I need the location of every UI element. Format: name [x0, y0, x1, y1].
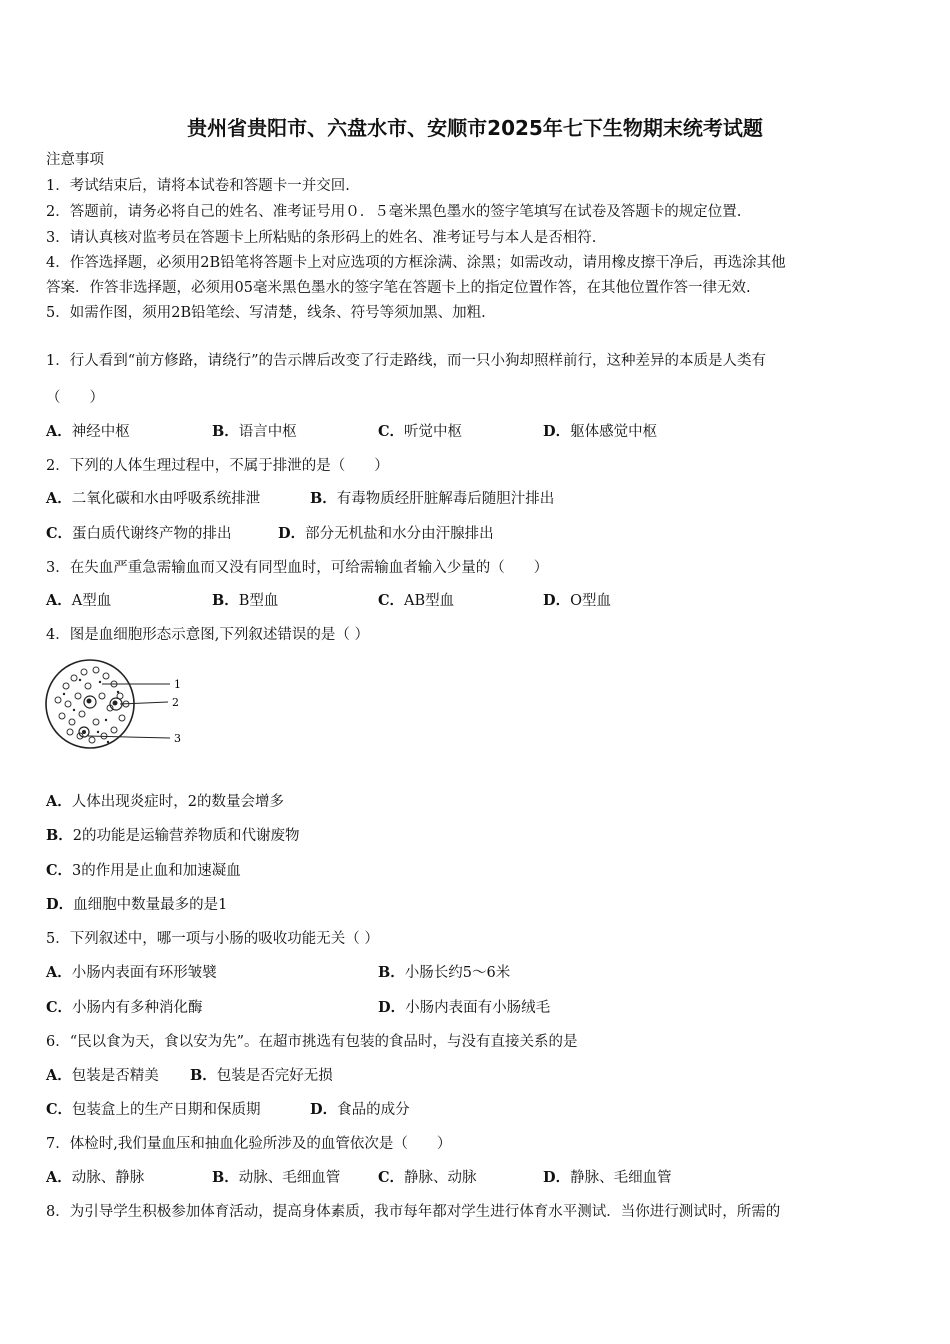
option: A．二氧化碳和水由呼吸系统排泄	[46, 490, 261, 507]
option: B．2的功能是运输营养物质和代谢废物	[46, 827, 300, 844]
option: C．听觉中枢	[378, 423, 463, 440]
option: B．小肠长约5～6米	[378, 964, 511, 981]
figure-label-2: 2	[172, 696, 179, 709]
option: D．O型血	[543, 592, 611, 609]
option: C．包装盒上的生产日期和保质期	[46, 1101, 261, 1118]
option: A．神经中枢	[46, 423, 130, 440]
notice-item: 1．考试结束后，请将本试卷和答题卡一并交回.	[46, 178, 350, 194]
option: B．动脉、毛细血管	[212, 1169, 341, 1186]
option: B．语言中枢	[212, 423, 297, 440]
question-stem: 8．为引导学生积极参加体育活动，提高身体素质，我市每年都对学生进行体育水平测试．当你进行测试时，所需的	[46, 1204, 781, 1220]
figure-label-3: 3	[174, 732, 181, 745]
option: D．部分无机盐和水分由汗腺排出	[278, 525, 494, 542]
question-stem: 2．下列的人体生理过程中，不属于排泄的是（ ）	[46, 458, 389, 474]
figure-label-1: 1	[174, 678, 181, 691]
question-stem: 6．“民以食为天，食以安为先”。在超市挑选有包装的食品时，与没有直接关系的是	[46, 1034, 578, 1050]
exam-title: 贵州省贵阳市、六盘水市、安顺市2025年七下生物期末统考试题	[187, 116, 763, 140]
option: A．动脉、静脉	[46, 1169, 145, 1186]
notice-item: 2．答题前，请务必将自己的姓名、准考证号用０．５毫米黑色墨水的签字笔填写在试卷及答题卡的规定位置.	[46, 204, 742, 220]
option: C．AB型血	[378, 592, 455, 609]
option: D．躯体感觉中枢	[543, 423, 658, 440]
option: C．3的作用是止血和加速凝血	[46, 862, 241, 879]
option: C．蛋白质代谢终产物的排出	[46, 525, 232, 542]
option: D．小肠内表面有小肠绒毛	[378, 999, 551, 1016]
option: D．食品的成分	[310, 1101, 410, 1118]
option: D．血细胞中数量最多的是1	[46, 896, 228, 913]
question-stem: 7．体检时,我们量血压和抽血化验所涉及的血管依次是（ ）	[46, 1136, 452, 1152]
option: B．包装是否完好无损	[190, 1067, 333, 1084]
question-stem: 5．下列叙述中，哪一项与小肠的吸收功能无关（ ）	[46, 931, 379, 947]
option: C．静脉、动脉	[378, 1169, 477, 1186]
option: A．包装是否精美	[46, 1067, 159, 1084]
question-stem: 4．图是血细胞形态示意图,下列叙述错误的是（ ）	[46, 627, 369, 643]
option: D．静脉、毛细血管	[543, 1169, 672, 1186]
option: B．有毒物质经肝脏解毒后随胆汁排出	[310, 490, 555, 507]
notice-heading: 注意事项	[46, 152, 104, 168]
question-stem: 1．行人看到“前方修路，请绕行”的告示牌后改变了行走路线，而一只小狗却照样前行，这种差异的本质是人类有	[46, 353, 767, 369]
question-stem: 3．在失血严重急需输血而又没有同型血时，可给需输血者输入少量的（ ）	[46, 560, 549, 576]
option: B．B型血	[212, 592, 279, 609]
notice-item: 4．作答选择题，必须用2B铅笔将答题卡上对应选项的方框涂满、涂黑；如需改动，请用橡皮擦干净后，再选涂其他	[46, 255, 786, 271]
blood-cell-figure	[44, 656, 194, 756]
option: C．小肠内有多种消化酶	[46, 999, 203, 1016]
question-stem-cont: （ ）	[46, 390, 104, 406]
option: A．A型血	[46, 592, 112, 609]
notice-item: 5．如需作图，须用2B铅笔绘、写清楚，线条、符号等须加黑、加粗.	[46, 305, 486, 321]
option: A．小肠内表面有环形皱襞	[46, 964, 217, 981]
notice-item: 3．请认真核对监考员在答题卡上所粘贴的条形码上的姓名、准考证号与本人是否相符.	[46, 230, 597, 246]
notice-item: 答案．作答非选择题，必须用05毫米黑色墨水的签字笔在答题卡上的指定位置作答，在其他位置作答一律无效.	[46, 280, 751, 296]
option: A．人体出现炎症时，2的数量会增多	[46, 793, 284, 810]
